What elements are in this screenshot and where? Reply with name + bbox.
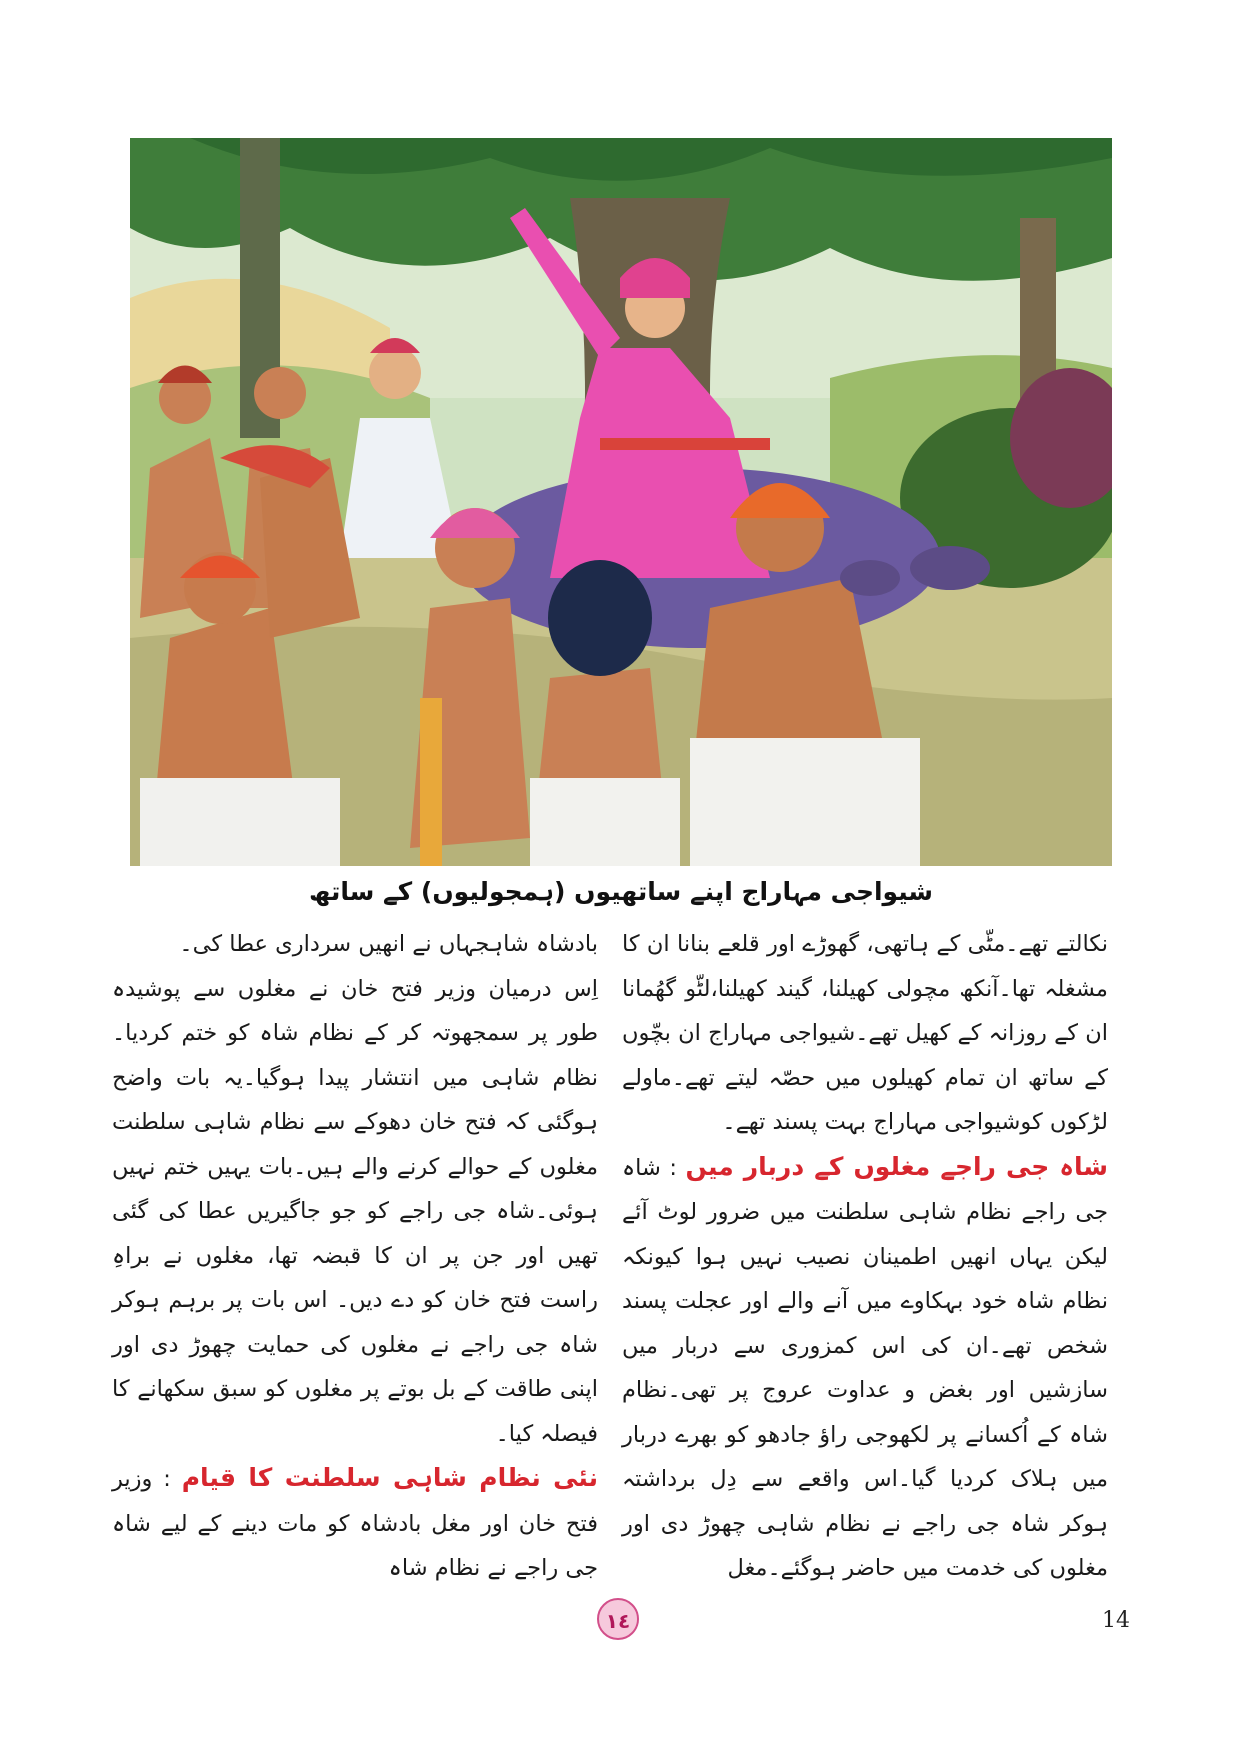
paragraph-text: وزیر فتح خان اور مغل بادشاہ کو مات دینے کے لیے شاہ جی راجے نے نظام شاہ — [112, 1466, 598, 1581]
illustration — [130, 138, 1112, 866]
paragraph: بادشاہ شاہجہاں نے انھیں سرداری عطا کی۔ — [179, 931, 598, 957]
illustration-art — [130, 138, 1112, 866]
heading-separator: : — [152, 1466, 182, 1492]
paragraph — [622, 1145, 1108, 1591]
paragraph-text: شاہ جی راجے نظام شاہی سلطنت میں ضرور لوٹ آئے لیکن یہاں انھیں اطمینان نصیب نہیں ہوا کیونکہ نظام شاہ خود بہکاوے میں آنے والے اور عجلت پسند شخص تھے۔ان کی اس کمزوری سے دربار میں سازشیں اور بغض و عداوت عروج پر تھی۔نظام شاہ کے اُکسانے پر لکھوجی راؤ جادھو کو بھرے دربار میں ہلاک کردیا گیا۔اس واقعے سے دِل برداشتہ ہوکر شاہ جی راجے نے نظام شاہی چھوڑ دی اور مغلوں کی خدمت میں حاضر ہوگئے۔مغل — [622, 1154, 1108, 1581]
section-heading: نئی نظام شاہی سلطنت کا قیام — [181, 1463, 599, 1492]
page-number-urdu: ١٤ — [597, 1598, 639, 1640]
heading-separator: : — [660, 1154, 686, 1181]
text-column-right — [622, 922, 1108, 1591]
section-heading: شاہ جی راجے مغلوں کے دربار میں — [685, 1151, 1109, 1181]
page-number: 14 — [1102, 1608, 1130, 1633]
text-column-left — [112, 922, 598, 1591]
illustration-caption: شیواجی مہاراج اپنے ساتھیوں (ہمجولیوں) کے ساتھ — [308, 877, 934, 906]
paragraph: اِس درمیان وزیر فتح خان نے مغلوں سے پوشیدہ طور پر سمجھوتہ کر کے نظام شاہ کو ختم کردیا۔نظام شاہی میں انتشار پیدا ہوگیا۔یہ بات واضح ہوگئی کہ فتح خان دھوکے سے نظام شاہی سلطنت مغلوں کے حوالے کرنے والے ہیں۔بات یہیں ختم نہیں ہوئی۔شاہ جی راجے کو جو جاگیریں عطا کی گئی تھیں اور جن پر ان کا قبضہ تھا، مغلوں نے براہِ راست فتح خان کو دے دیں۔ اس بات پر برہم ہوکر شاہ جی راجے نے مغلوں کی حمایت چھوڑ دی اور اپنی طاقت کے بل بوتے پر مغلوں کو سبق سکھانے کا فیصلہ کیا۔ — [112, 975, 598, 1447]
paragraph: نکالتے تھے۔مٹّی کے ہاتھی، گھوڑے اور قلعے بنانا ان کا مشغلہ تھا۔آنکھ مچولی کھیلنا، گیند کھیلنا،لٹّو گھُمانا ان کے روزانہ کے کھیل تھے۔شیواجی مہاراج ان بچّوں کے ساتھ ان تمام کھیلوں میں حصّہ لیتے تھے۔ماولے لڑکوں کوشیواجی مہاراج بہت پسند تھے۔ — [622, 931, 1108, 1135]
paragraph — [112, 1456, 598, 1591]
